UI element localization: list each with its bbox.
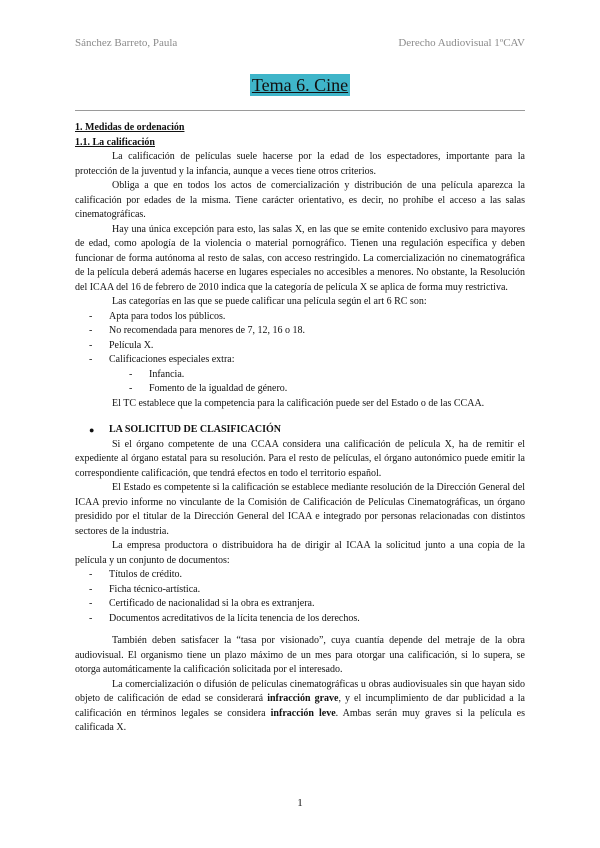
- section-heading-2: ● LA SOLICITUD DE CLASIFICACIÓN: [75, 423, 525, 438]
- bold-term: infracción grave: [267, 693, 339, 704]
- list-item: - No recomendada para menores de 7, 12, 16 o 18.: [89, 325, 306, 336]
- paragraph: Hay una única excepción para esto, las salas X, en las que se emite contenido exclusivo para mayores de edad, como apología de la violencia o material pornográfico. Tienen una regulación específica y deben funcionar de forma autónoma al resto de salas, con acceso restringido. La comercialización no cinematográfica de la película deberá además hacerse en lugares especiales no accesibles a menores. No obstante, la Resolución del ICAA del 16 de febrero de 2010 indica que la categoría de película X se aplica de forma muy restrictiva.: [75, 223, 525, 293]
- header-course: Derecho Audiovisual 1ºCAV: [398, 37, 525, 49]
- paragraph: La empresa productora o distribuidora ha de dirigir al ICAA la solicitud junto a una copia de la película y un conjunto de documentos:: [75, 540, 525, 566]
- page-title: Tema 6. Cine: [251, 75, 349, 95]
- list-item: - Calificaciones especiales extra:: [89, 354, 235, 365]
- list-item: - Ficha técnico-artística.: [89, 583, 201, 595]
- paragraph: También deben satisfacer la “tasa por visionado”, cuya cuantía depende del metraje de la obra audiovisual. El organismo tiene un plazo máximo de un mes para otorgar una calificación, si lo supera, se otorga automáticamente la calificación solicitada por el interesado.: [75, 635, 525, 675]
- list-item: - Fomento de la igualdad de género.: [129, 383, 288, 394]
- special-categories-list: [75, 368, 525, 397]
- categories-list: [75, 310, 525, 368]
- documents-list: [75, 568, 525, 626]
- document-body: [75, 121, 525, 736]
- title-container: [0, 74, 600, 96]
- list-item: - Documentos acreditativos de la lícita tenencia de los derechos.: [89, 612, 360, 624]
- bullet-icon: ●: [89, 425, 95, 435]
- header-author: Sánchez Barreto, Paula: [75, 37, 178, 49]
- paragraph: Obliga a que en todos los actos de comercialización y distribución de una película aparezca la calificación por edades de la misma. Tiene carácter orientativo, es decir, no prohíbe el acceso a las salas cinematográficas.: [75, 180, 525, 220]
- paragraph: El TC establece que la competencia para la calificación puede ser del Estado o de las CCAA.: [112, 397, 485, 409]
- page-number: 1: [297, 797, 303, 809]
- list-item: - Títulos de crédito.: [89, 569, 183, 580]
- paragraph: El Estado es competente si la calificación se establece mediante resolución de la Dirección General del ICAA previo informe no vinculante de la Comisión de Calificación de Películas Cinematográficas, un órgano presidido por el titular de la Dirección General del ICAA e integrado por personas relacionadas con distintos sectores de la industria.: [75, 482, 525, 537]
- subsection-heading-1-1: 1.1. La calificación: [75, 136, 155, 148]
- bold-term: infracción leve: [270, 707, 336, 719]
- list-item: - Película X.: [89, 339, 154, 351]
- list-item: - Apta para todos los públicos.: [89, 310, 226, 322]
- list-item: - Certificado de nacionalidad si la obra es extranjera.: [89, 598, 315, 609]
- paragraph: Si el órgano competente de una CCAA considera una calificación de película X, ha de remitir el expediente al órgano estatal para su resolución. Para el resto de películas, el órgano autonómico puede emitir la correspondiente calificación, que tendrá efectos en todo el territorio español.: [75, 438, 525, 479]
- section-heading-1: 1. Medidas de ordenación: [75, 122, 185, 133]
- paragraph: La calificación de películas suele hacerse por la edad de los espectadores, importante para la protección de la juventud y la infancia, aunque a veces tiene otros criterios.: [75, 151, 525, 177]
- title-divider: [75, 110, 525, 111]
- paragraph: Las categorías en las que se puede calificar una película según el art 6 RC son:: [112, 296, 427, 307]
- paragraph: La comercialización o difusión de películas cinematográficas u obras audiovisuales sin que hayan sido objeto de calificación de edad se considerará infracción grave, y el incumplimiento de dar publicidad a la calificación en términos legales se considera infracción leve. Ambas serán muy graves si la película es calificada X.: [75, 678, 526, 733]
- list-item: - Infancia.: [129, 368, 185, 380]
